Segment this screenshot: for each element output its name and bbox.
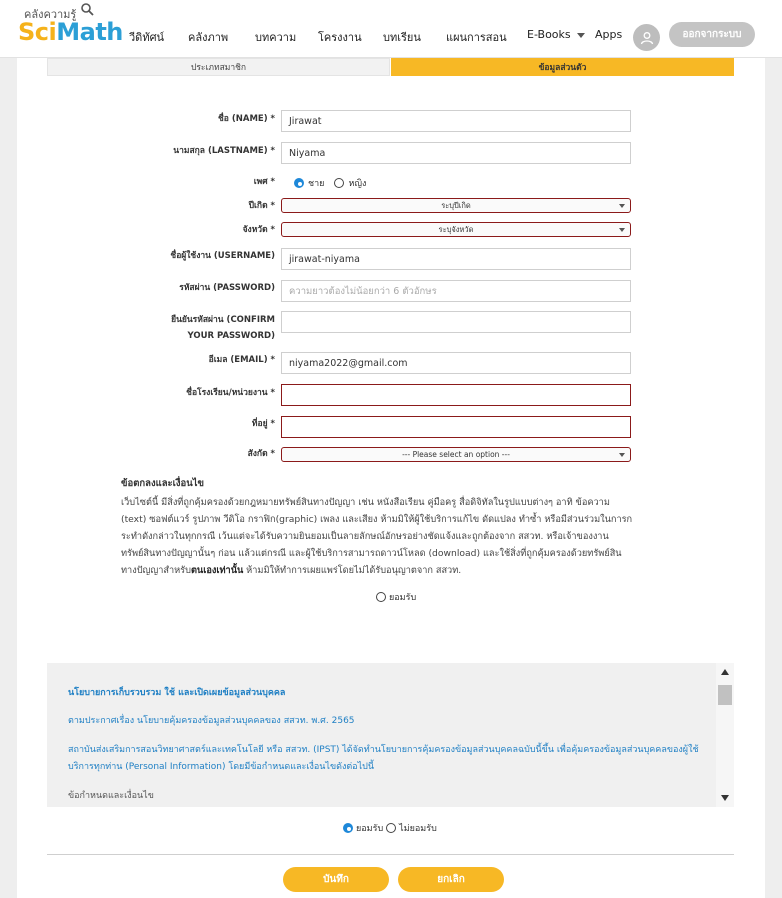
logo-subtitle: คลังความรู้: [24, 8, 77, 21]
privacy-policy-content: [68, 685, 708, 807]
tab-personal-info[interactable]: ข้อมูลส่วนตัว: [391, 58, 734, 76]
top-navbar: [0, 0, 782, 58]
nav-images[interactable]: คลังภาพ: [188, 31, 229, 44]
save-button[interactable]: บันทึก: [283, 867, 389, 892]
nav-lessons[interactable]: บทเรียน: [383, 31, 421, 44]
policy-subheading: ข้อกำหนดและเงื่อนไข: [68, 791, 154, 801]
nav-videos[interactable]: วีดิทัศน์: [129, 31, 165, 44]
confirm-password-label-2: YOUR PASSWORD): [187, 331, 275, 341]
policy-accept-label: ยอมรับ: [356, 824, 384, 834]
confirm-password-field[interactable]: [281, 311, 631, 333]
privacy-policy-box[interactable]: [47, 663, 734, 807]
nav-ebooks[interactable]: E-Books: [527, 28, 585, 41]
scroll-up-icon[interactable]: [721, 669, 729, 675]
school-label: ชื่อโรงเรียน/หน่วยงาน *: [186, 388, 275, 398]
province-selected: ระบุจังหวัด: [438, 224, 474, 234]
terms-title: ข้อตกลงและเงื่อนไข: [121, 478, 204, 489]
chevron-down-icon: [619, 228, 625, 232]
divider: [47, 854, 734, 855]
birthyear-selected: ระบุปีเกิด: [441, 200, 471, 210]
gender-label: เพศ *: [253, 177, 275, 187]
affiliation-selected: --- Please select an option ---: [402, 450, 510, 459]
policy-scrollbar[interactable]: [716, 663, 734, 807]
school-field[interactable]: [281, 384, 631, 406]
email-label: อีเมล (EMAIL) *: [208, 355, 275, 365]
lastname-label: นามสกุล (LASTNAME) *: [173, 146, 275, 156]
email-field[interactable]: niyama2022@gmail.com: [281, 352, 631, 374]
province-select[interactable]: [281, 222, 631, 237]
avatar[interactable]: [633, 24, 660, 51]
birthyear-label: ปีเกิด *: [248, 201, 275, 211]
password-field[interactable]: ความยาวต้องไม่น้อยกว่า 6 ตัวอักษร: [281, 280, 631, 302]
logo-wordmark: SciMath: [18, 18, 123, 46]
chevron-down-icon: [577, 33, 585, 38]
confirm-password-label: ยืนยันรหัสผ่าน (CONFIRM: [171, 315, 275, 325]
scrollbar-thumb[interactable]: [718, 685, 732, 705]
username-label: ชื่อผู้ใช้งาน (USERNAME): [170, 251, 275, 261]
gender-radio-group: [294, 176, 366, 190]
policy-accept-radio[interactable]: [343, 823, 353, 833]
birthyear-select[interactable]: [281, 198, 631, 213]
user-icon: [640, 31, 654, 45]
gender-male-label: ชาย: [308, 179, 325, 189]
nav-articles[interactable]: บทความ: [255, 31, 297, 44]
policy-consent: [343, 821, 437, 835]
terms-accept-label: ยอมรับ: [389, 593, 417, 603]
name-field[interactable]: Jirawat: [281, 110, 631, 132]
policy-paragraph: สถาบันส่งเสริมการสอนวิทยาศาสตร์และเทคโนโลยี หรือ สสวท. (IPST) ได้จัดทำนโยบายการคุ้มครองข้อมูลส่วนบุคคลฉบับนี้ขึ้น เพื่อคุ้มครองข้อมูลส่วนบุคคลของผู้ใช้บริการทุกท่าน (Personal Information) โดยมีข้อกำหนดและเงื่อนไขดังต่อไปนี้: [68, 745, 699, 772]
logout-button[interactable]: ออกจากระบบ: [669, 22, 755, 47]
address-field[interactable]: [281, 416, 631, 438]
gender-female-label: หญิง: [348, 179, 367, 189]
nav-lesson-plans[interactable]: แผนการสอน: [446, 31, 507, 44]
terms-text: เว็บไซต์นี้ มีสิ่งที่ถูกคุ้มครองด้วยกฎหมายทรัพย์สินทางปัญญา เช่น หนังสือเรียน คู่มือครู สื่อดิจิทัลในรูปแบบต่างๆ อาทิ ข้อความ (text) ซอฟต์แวร์ รูปภาพ วีดิโอ กราฟิก(graphic) เพลง และเสียง ห้ามมิให้ผู้ใช้บริการแก้ไข ดัดแปลง ทำซ้ำ หรือมีส่วนร่วมในการกระทำดังกล่าวในทุกกรณี เว้นแต่จะได้รับความยินยอมเป็นลายลักษณ์อักษรอย่างชัดแจ้งและถูกต้องจาก สสวท. หรือเจ้าของงานทรัพย์สินทางปัญญานั้นๆ ก่อน แล้วแต่กรณี และผู้ใช้บริการสามารถดาวน์โหลด (download) และใช้สิ่งที่ถูกคุ้มครองด้วยทรัพย์สินทางปัญญาสำหรับตนเองเท่านั้น ห้ามมิให้ทำการเผยแพร่โดยไม่ได้รับอนุญาตจาก สสวท.: [121, 497, 633, 576]
gender-female-radio[interactable]: [334, 178, 344, 188]
policy-paragraph: ตามประกาศเรื่อง นโยบายคุ้มครองข้อมูลส่วนบุคคลของ สสวท. พ.ศ. 2565: [68, 716, 355, 726]
gender-male-radio[interactable]: [294, 178, 304, 188]
policy-title: นโยบายการเก็บรวบรวม ใช้ และเปิดเผยข้อมูลส่วนบุคคล: [68, 688, 286, 698]
nav-apps[interactable]: Apps: [595, 28, 623, 41]
affiliation-label: สังกัด *: [247, 449, 275, 459]
affiliation-select[interactable]: [281, 447, 631, 462]
chevron-down-icon: [619, 204, 625, 208]
magnifier-icon: [80, 2, 94, 16]
terms-accept-radio[interactable]: [376, 592, 386, 602]
address-label: ที่อยู่ *: [251, 419, 275, 429]
tab-member-type[interactable]: ประเภทสมาชิก: [47, 58, 390, 76]
name-label: ชื่อ (NAME) *: [218, 114, 275, 124]
chevron-down-icon: [619, 453, 625, 457]
password-label: รหัสผ่าน (PASSWORD): [179, 283, 275, 293]
nav-projects[interactable]: โครงงาน: [318, 31, 362, 44]
scimath-logo[interactable]: [18, 5, 123, 51]
policy-decline-label: ไม่ยอมรับ: [399, 824, 437, 834]
policy-decline-radio[interactable]: [386, 823, 396, 833]
cancel-button[interactable]: ยกเลิก: [398, 867, 504, 892]
terms-accept: [376, 590, 416, 604]
username-field[interactable]: jirawat-niyama: [281, 248, 631, 270]
scroll-down-icon[interactable]: [721, 795, 729, 801]
province-label: จังหวัด *: [242, 225, 275, 235]
lastname-field[interactable]: Niyama: [281, 142, 631, 164]
